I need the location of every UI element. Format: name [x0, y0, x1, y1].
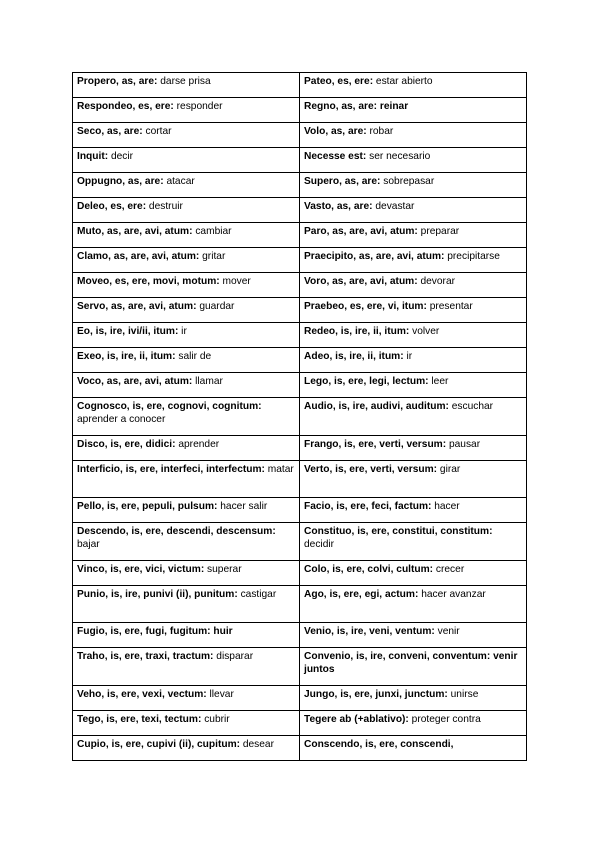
left-cell [73, 435, 300, 460]
latin-term: Frango, is, ere, verti, versum: [304, 438, 447, 450]
spanish-meaning: mover [219, 276, 251, 287]
latin-term: Praecipito, as, are, avi, atum: [304, 251, 445, 262]
spanish-meaning: gritar [199, 251, 226, 262]
left-cell [73, 585, 300, 623]
spanish-meaning: preparar [417, 226, 460, 237]
table-row [73, 173, 527, 198]
spanish-meaning: hacer salir [217, 501, 268, 512]
spanish-meaning: disparar [213, 651, 254, 662]
latin-term: Colo, is, ere, colvi, cultum: [304, 563, 434, 575]
table-row [73, 623, 527, 648]
left-cell [73, 198, 300, 223]
right-cell [300, 685, 527, 710]
spanish-meaning: atacar [163, 176, 195, 187]
latin-term: Inquit: [77, 151, 109, 162]
latin-term: Redeo, is, ire, ii, itum: [304, 326, 410, 337]
spanish-meaning: volver [409, 326, 440, 337]
table-row [73, 498, 527, 523]
right-cell [300, 223, 527, 248]
latin-term: Vasto, as, are: [304, 201, 373, 212]
spanish-meaning: llevar [206, 688, 234, 700]
left-cell [73, 460, 300, 498]
right-cell [300, 435, 527, 460]
spanish-meaning: ser necesario [366, 151, 431, 162]
spanish-meaning: girar [437, 463, 461, 475]
latin-term: Facio, is, ere, feci, factum: [304, 501, 432, 512]
spanish-meaning: escuchar [448, 401, 494, 412]
left-cell [73, 648, 300, 686]
latin-term: Paro, as, are, avi, atum: [304, 226, 418, 237]
spanish-meaning: presentar [426, 301, 473, 312]
spanish-meaning: ir [178, 326, 187, 337]
spanish-meaning: robar [366, 126, 394, 137]
table-row [73, 523, 527, 561]
table-row [73, 735, 527, 760]
latin-term: Cognosco, is, ere, cognovi, cognitum: [77, 401, 262, 412]
table-row [73, 685, 527, 710]
latin-term: Necesse est: [304, 151, 367, 162]
left-cell [73, 98, 300, 123]
latin-term: Moveo, es, ere, movi, motum: [77, 276, 220, 287]
table-row [73, 123, 527, 148]
left-cell [73, 73, 300, 98]
left-cell [73, 735, 300, 760]
spanish-meaning: cubrir [201, 713, 230, 725]
spanish-meaning: precipitarse [444, 251, 500, 262]
latin-term: Punio, is, ire, punivi (ii), punitum: [77, 588, 238, 600]
spanish-meaning: guardar [196, 301, 235, 312]
spanish-meaning: castigar [237, 588, 277, 600]
left-cell [73, 323, 300, 348]
spanish-meaning: leer [428, 376, 449, 387]
latin-term: Venio, is, ire, veni, ventum: [304, 626, 435, 637]
spanish-meaning: unirse [447, 688, 479, 700]
left-cell [73, 560, 300, 585]
right-cell [300, 248, 527, 273]
table-row [73, 460, 527, 498]
spanish-meaning: proteger contra [408, 713, 481, 725]
spanish-meaning: superar [204, 563, 242, 575]
left-cell [73, 685, 300, 710]
left-cell [73, 710, 300, 735]
table-row [73, 98, 527, 123]
spanish-meaning: salir de [175, 351, 212, 362]
latin-term: Descendo, is, ere, descendi, descensum: [77, 526, 276, 537]
right-cell [300, 648, 527, 686]
spanish-meaning: crecer [433, 563, 465, 575]
left-cell [73, 273, 300, 298]
right-cell [300, 323, 527, 348]
spanish-meaning: devorar [417, 276, 455, 287]
left-cell [73, 148, 300, 173]
right-cell [300, 373, 527, 398]
left-cell [73, 123, 300, 148]
left-cell [73, 623, 300, 648]
latin-term: Lego, is, ere, legi, lectum: [304, 376, 429, 387]
table-row [73, 398, 527, 436]
latin-term: Interficio, is, ere, interfeci, interfectum: [77, 463, 265, 475]
latin-term: Eo, is, ire, ivi/ii, itum: [77, 326, 179, 337]
table-row [73, 710, 527, 735]
latin-term: Disco, is, ere, didici: [77, 438, 176, 450]
spanish-meaning: matar [264, 463, 294, 475]
table-row [73, 348, 527, 373]
latin-term: Tego, is, ere, texi, tectum: [77, 713, 202, 725]
latin-term: Oppugno, as, are: [77, 176, 164, 187]
right-cell [300, 498, 527, 523]
table-row [73, 73, 527, 98]
left-cell [73, 348, 300, 373]
spanish-meaning: venir [434, 626, 460, 637]
latin-term: Clamo, as, are, avi, atum: [77, 251, 200, 262]
spanish-meaning: aprender a conocer [77, 413, 166, 425]
left-cell [73, 173, 300, 198]
spanish-meaning: estar abierto [373, 76, 433, 87]
spanish-meaning: decir [108, 151, 134, 162]
latin-term: Deleo, es, ere: [77, 201, 147, 212]
latin-term: Supero, as, are: [304, 176, 381, 187]
latin-term: Propero, as, are: [77, 76, 158, 87]
right-cell [300, 710, 527, 735]
latin-term: Respondeo, es, ere: [77, 101, 174, 112]
latin-term: Jungo, is, ere, junxi, junctum: [304, 688, 448, 700]
right-cell [300, 735, 527, 760]
latin-term: Voco, as, are, avi, atum: [77, 376, 193, 387]
right-cell [300, 123, 527, 148]
table-row [73, 560, 527, 585]
table-row [73, 435, 527, 460]
table-row [73, 373, 527, 398]
latin-term: Fugio, is, ere, fugi, fugitum: huir [77, 626, 233, 637]
spanish-meaning: pausar [446, 438, 481, 450]
spanish-meaning: hacer [431, 501, 460, 512]
table-row [73, 585, 527, 623]
right-cell [300, 623, 527, 648]
spanish-meaning: bajar [77, 538, 100, 550]
latin-term: Adeo, is, ire, ii, itum: [304, 351, 404, 362]
left-cell [73, 523, 300, 561]
table-row [73, 198, 527, 223]
latin-term: Constituo, is, ere, constitui, constitum: [304, 526, 493, 537]
latin-term: Volo, as, are: [304, 126, 367, 137]
left-cell [73, 398, 300, 436]
table-row [73, 648, 527, 686]
left-cell [73, 373, 300, 398]
right-cell [300, 173, 527, 198]
table-row [73, 273, 527, 298]
right-cell [300, 460, 527, 498]
left-cell [73, 498, 300, 523]
right-cell [300, 398, 527, 436]
right-cell [300, 560, 527, 585]
right-cell [300, 148, 527, 173]
right-cell [300, 585, 527, 623]
latin-term: Conscendo, is, ere, conscendi, [304, 738, 454, 750]
latin-term: Seco, as, are: [77, 126, 143, 137]
latin-term: Veho, is, ere, vexi, vectum: [77, 688, 207, 700]
spanish-meaning: devastar [372, 201, 415, 212]
right-cell [300, 273, 527, 298]
right-cell [300, 348, 527, 373]
latin-term: Voro, as, are, avi, atum: [304, 276, 418, 287]
left-cell [73, 223, 300, 248]
latin-term: Muto, as, are, avi, atum: [77, 226, 193, 237]
latin-term: Convenio, is, ire, conveni, conventum: venir juntos [304, 651, 518, 675]
latin-term: Audio, is, ire, audivi, auditum: [304, 401, 449, 412]
right-cell [300, 198, 527, 223]
table-row [73, 298, 527, 323]
table-row [73, 323, 527, 348]
right-cell [300, 523, 527, 561]
spanish-meaning: decidir [304, 538, 335, 550]
spanish-meaning: ir [403, 351, 413, 362]
spanish-meaning: llamar [192, 376, 223, 387]
spanish-meaning: destruir [146, 201, 183, 212]
spanish-meaning: responder [173, 101, 223, 112]
right-cell [300, 73, 527, 98]
latin-term: Traho, is, ere, traxi, tractum: [77, 651, 214, 662]
left-cell [73, 248, 300, 273]
spanish-meaning: desear [240, 738, 274, 750]
spanish-meaning: aprender [175, 438, 220, 450]
latin-term: Pello, is, ere, pepuli, pulsum: [77, 501, 218, 512]
latin-term: Verto, is, ere, verti, versum: [304, 463, 438, 475]
latin-term: Regno, as, are: reinar [304, 101, 409, 112]
latin-term: Tegere ab (+ablativo): [304, 713, 409, 725]
latin-term: Cupio, is, ere, cupivi (ii), cupitum: [77, 738, 241, 750]
spanish-meaning: sobrepasar [380, 176, 435, 187]
table-row [73, 223, 527, 248]
right-cell [300, 98, 527, 123]
vocabulary-table [72, 72, 527, 761]
latin-term: Pateo, es, ere: [304, 76, 374, 87]
table-row [73, 148, 527, 173]
latin-term: Exeo, is, ire, ii, itum: [77, 351, 176, 362]
latin-term: Servo, as, are, avi, atum: [77, 301, 197, 312]
latin-term: Vinco, is, ere, vici, victum: [77, 563, 205, 575]
spanish-meaning: cortar [142, 126, 172, 137]
right-cell [300, 298, 527, 323]
spanish-meaning: darse prisa [157, 76, 211, 87]
spanish-meaning: cambiar [192, 226, 232, 237]
table-row [73, 248, 527, 273]
latin-term: Ago, is, ere, egi, actum: [304, 588, 419, 600]
latin-term: Praebeo, es, ere, vi, itum: [304, 301, 427, 312]
spanish-meaning: hacer avanzar [418, 588, 486, 600]
left-cell [73, 298, 300, 323]
